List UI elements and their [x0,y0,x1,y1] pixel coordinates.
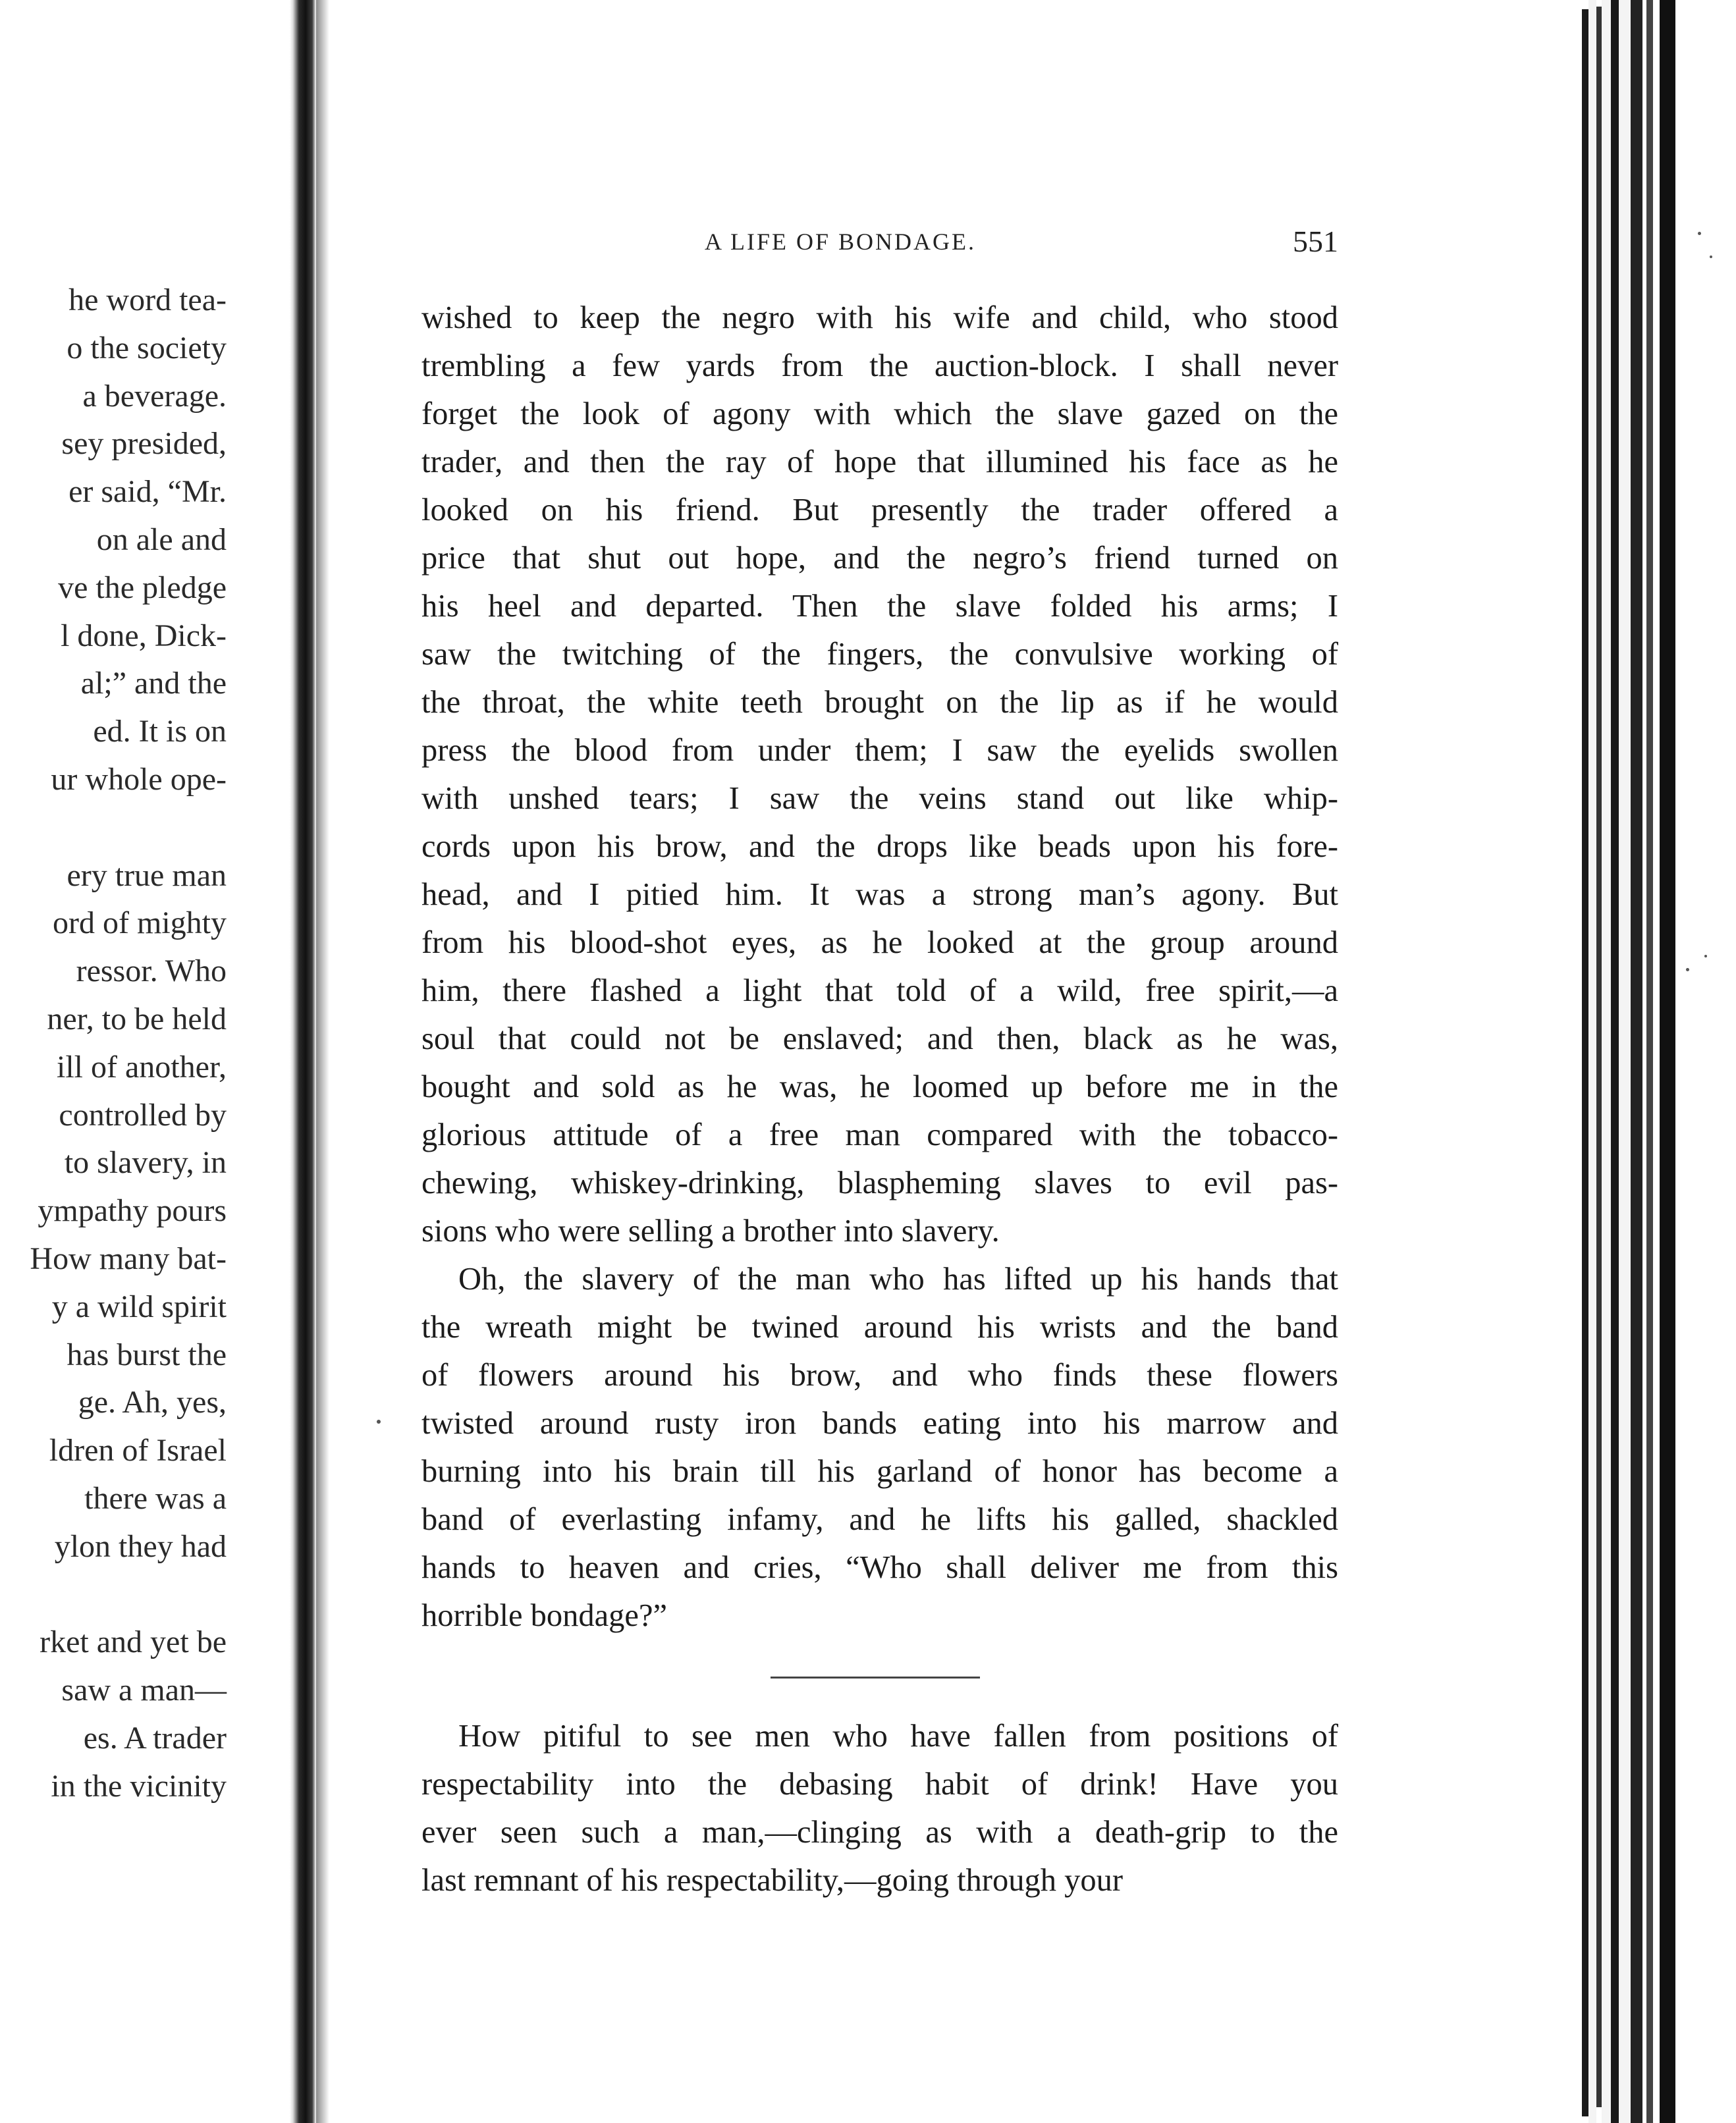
text-line: trembling a few yards from the auction-block. I shall never [421,348,1338,383]
text-line: saw the twitching of the fingers, the convulsive working of [421,637,1338,672]
text-line: band of everlasting infamy, and he lifts his galled, shackled [421,1502,1338,1537]
text-line: price that shut out hope, and the negro’s friend turned on [421,541,1338,576]
page-edge-line [1611,0,1619,2123]
text-line: Oh, the slavery of the man who has lifted up his hands that [458,1262,1338,1297]
left-page-line: sey presided, [61,426,227,462]
text-line: from his blood-shot eyes, as he looked at the group around [421,925,1338,960]
page-edge-line [1660,0,1675,2123]
left-page-line: ur whole ope- [51,761,227,797]
text-line: trader, and then the ray of hope that illumined his face as he [421,444,1338,479]
left-page-line: on ale and [96,522,227,557]
left-page-line: How many bat- [30,1241,227,1276]
text-line: cords upon his brow, and the drops like beads upon his fore- [421,829,1338,864]
left-page-text [0,277,227,1811]
text-line: him, there flashed a light that told of a wild, free spirit,—a [421,973,1338,1008]
paragraph-1 [421,294,1338,1255]
left-page-line: in the vicinity [51,1768,227,1804]
margin-mark [377,1420,381,1424]
text-line: looked on his friend. But presently the trader offered a [421,493,1338,527]
left-page-line: y a wild spirit [51,1289,227,1324]
section-divider [771,1677,980,1679]
left-page-line: al;” and the [80,666,227,701]
left-page-line: ery true man [67,857,227,893]
left-page-line: he word tea- [68,282,227,317]
left-page-line: rket and yet be [40,1625,227,1660]
text-line: glorious attitude of a free man compared with the tobacco- [421,1117,1338,1152]
text-line: chewing, whiskey-drinking, blaspheming slaves to evil pas- [421,1166,1338,1200]
text-line: head, and I pitied him. It was a strong man’s agony. But [421,877,1338,912]
left-page-line: a beverage. [82,378,227,414]
left-page-line: controlled by [59,1097,227,1133]
page-edge-line [1646,0,1653,2123]
edge-speck [1710,255,1712,258]
left-page-line: ylon they had [54,1528,227,1564]
paragraph-3 [421,1712,1338,1904]
book-spine [290,0,316,2123]
left-page-line: to slavery, in [64,1145,227,1181]
page-edge-line [1596,7,1602,2107]
edge-speck [1686,968,1689,971]
running-head [421,225,1338,267]
left-page-line: er said, “Mr. [68,474,227,510]
text-line: bought and sold as he was, he loomed up before me in the [421,1069,1338,1104]
left-page-line: there was a [84,1480,227,1516]
text-line: his heel and departed. Then the slave folded his arms; I [421,589,1338,624]
left-facing-page [0,0,290,2123]
text-line: soul that could not be enslaved; and then, black as he was, [421,1021,1338,1056]
left-page-gap [0,1571,227,1619]
section-break [421,1640,1338,1712]
left-page-line: ldren of Israel [49,1433,227,1468]
left-page-gap [0,804,227,852]
text-line: How pitiful to see men who have fallen from positions of [458,1719,1338,1754]
page-edge-line [1631,0,1642,2123]
page-number: 551 [1293,225,1338,258]
text-line: ever seen such a man,—clinging as with a death-grip to the [421,1815,1338,1850]
left-page-line: es. A trader [83,1720,227,1756]
text-line: sions who were selling a brother into slavery. [421,1214,1000,1249]
text-line: hands to heaven and cries, “Who shall deliver me from this [421,1550,1338,1585]
left-page-line: saw a man— [61,1673,227,1708]
left-page-line: ill of another, [57,1049,227,1085]
text-line: respectability into the debasing habit of drink! Have you [421,1767,1338,1802]
page-edge-line [1582,9,1588,2116]
page-edge-gap [1619,0,1631,2123]
left-page-line: ed. It is on [93,714,227,749]
spine-shadow [316,0,329,2123]
left-page-line: ner, to be held [47,1001,227,1036]
text-line: press the blood from under them; I saw the eyelids swollen [421,733,1338,768]
running-title: A LIFE OF BONDAGE. [705,228,977,255]
edge-speck [1704,955,1707,957]
left-page-line: ge. Ah, yes, [78,1385,227,1420]
text-line: wished to keep the negro with his wife and child, who stood [421,300,1338,335]
page-body [421,294,1338,1904]
text-line: burning into his brain till his garland of honor has become a [421,1454,1338,1489]
text-line: with unshed tears; I saw the veins stand out like whip- [421,781,1338,816]
edge-speck [1698,232,1701,235]
text-line: the wreath might be twined around his wrists and the band [421,1310,1338,1345]
text-line: last remnant of his respectability,—going through your [421,1863,1123,1898]
text-line: horrible bondage?” [421,1598,668,1633]
text-line: of flowers around his brow, and who finds these flowers [421,1358,1338,1393]
left-page-line: has burst the [67,1337,227,1372]
text-line: forget the look of agony with which the slave gazed on the [421,396,1338,431]
left-page-line: ve the pledge [58,570,227,605]
text-line: twisted around rusty iron bands eating into his marrow and [421,1406,1338,1441]
paragraph-2 [421,1255,1338,1640]
left-page-line: o the society [67,330,227,365]
page-edge-gap [1675,0,1736,2123]
page-edge-gap [1588,0,1596,2123]
left-page-line: ord of mighty [53,905,227,941]
text-line: the throat, the white teeth brought on the lip as if he would [421,685,1338,720]
page-edge-gap [1602,0,1611,2123]
left-page-line: ympathy pours [38,1193,227,1229]
left-page-line: ressor. Who [76,954,227,989]
left-page-line: l done, Dick- [61,618,227,653]
